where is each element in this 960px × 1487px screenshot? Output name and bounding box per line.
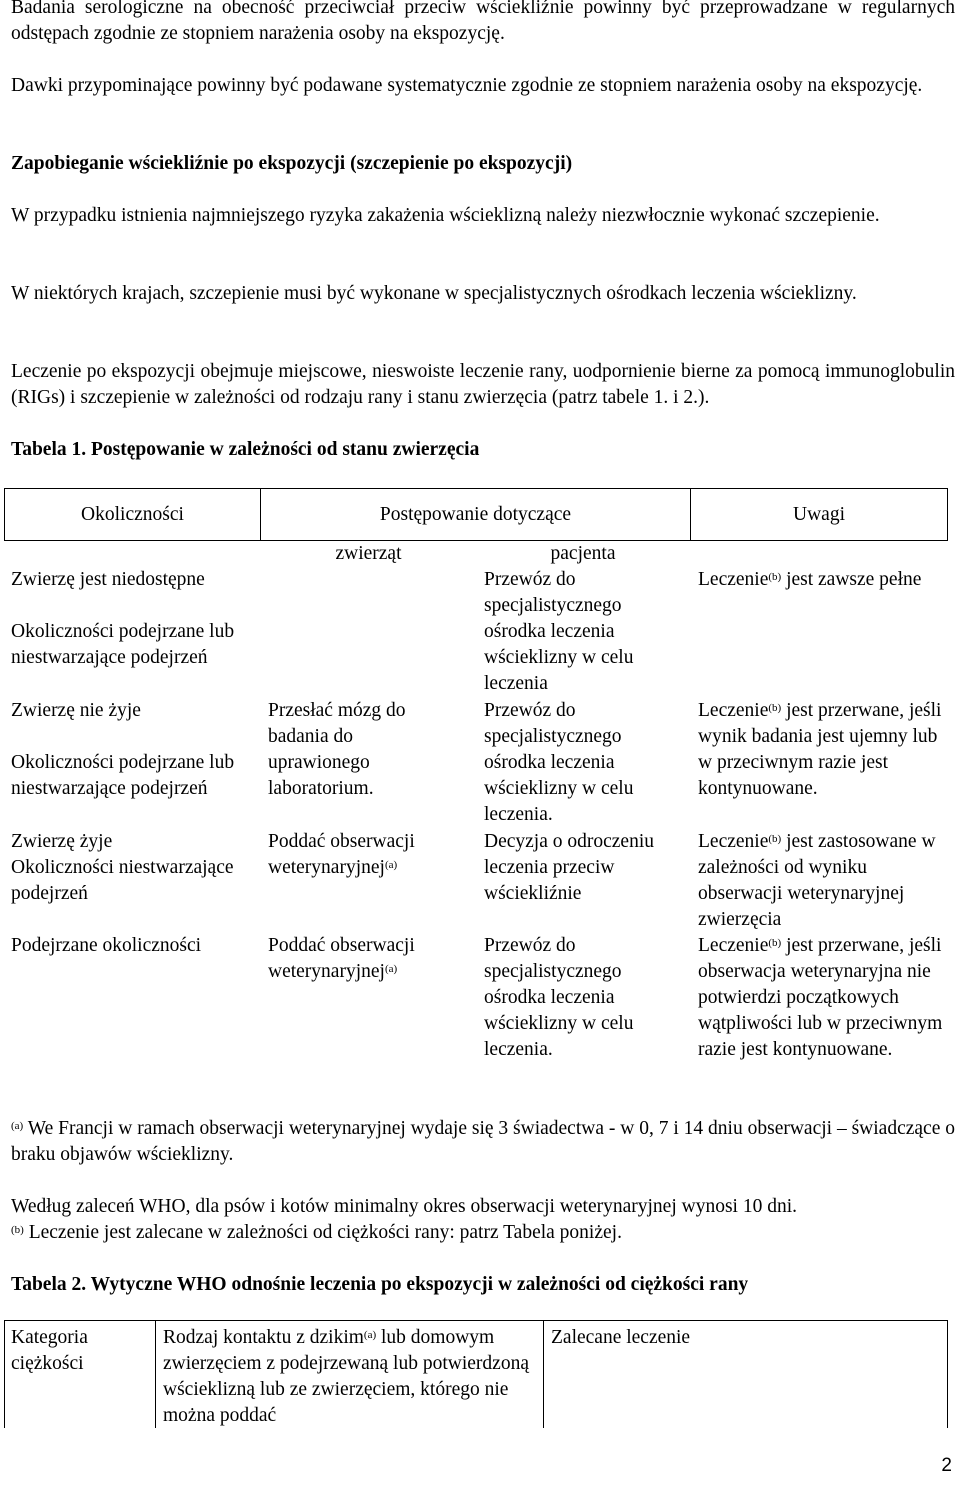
row3-circumstances [11,829,256,907]
row4-circ-line1: Podejrzane okoliczności [11,935,202,956]
row1-remark-text: jest zawsze pełne [781,569,922,590]
footnote-b-text: Leczenie jest zalecane w zależności od ciężkości rany: patrz Tabela poniżej. [23,1222,622,1243]
table1-border-right [947,488,948,541]
paragraph-risk: W przypadku istnienia najmniejszego ryzyka zakażenia wścieklizną należy niezwłocznie wykonać szczepienie. [11,205,880,226]
row3-remark-text: jest zastosowane w zależności od wyniku obserwacji weterynaryjnej zwierzęcia [698,831,936,930]
table2-header-category: Kategoria ciężkości [11,1327,88,1374]
row3-remark-sup: (b) [768,833,782,845]
table2-border-right [947,1320,948,1428]
header-circumstances: Okoliczności [81,504,184,525]
footnote-b-mark: (b) [11,1224,24,1236]
row4-patient: Przewóz do specjalistycznego ośrodka leczenia wścieklizny w celu leczenia. [484,935,634,1060]
paragraph-treatment: Leczenie po ekspozycji obejmuje miejscowe, nieswoiste leczenie rany, uodpornienie bierne za pomocą immunoglobulin (RIGs) i szczepienie w zależności od rodzaju rany i stanu zwierzęcia (patrz tabele 1. i 2.). [11,361,955,408]
row4-animal [268,933,458,985]
row2-circumstances [11,698,256,802]
row2-remark [698,698,948,802]
row2-remark-sup: (b) [768,702,782,714]
page-number: 2 [941,1455,952,1476]
row3-remark [698,829,948,933]
footnote-who: Według zaleceń WHO, dla psów i kotów minimalny okres obserwacji weterynaryjnej wynosi 10 dni. [11,1196,798,1217]
row4-remark-sup: (b) [768,937,782,949]
row4-animal-text: Poddać obserwacji weterynaryjnej [268,935,415,982]
row3-circ-line2: Okoliczności niestwarzające podejrzeń [11,857,234,904]
row2-animal: Przesłać mózg do badania do uprawionego laboratorium. [268,700,406,799]
row3-circ-line1: Zwierzę żyje [11,831,113,852]
paragraph-serology: Badania serologiczne na obecność przeciwciał przeciw wściekliźnie powinny być przeprowadzane w regularnych odstępach zgodnie ze stopniem narażenia osoby na ekspozycję. [11,0,955,44]
footnote-b [11,1220,955,1246]
row4-remark [698,933,948,1063]
header-animal: zwierząt [335,543,402,564]
row2-remark-prefix: Leczenie [698,700,769,721]
row2-circ-line2: Okoliczności podejrzane lub niestwarzające podejrzeń [11,752,235,799]
table2-col-divider-1 [155,1320,156,1428]
row3-animal-sup: (a) [384,859,398,871]
row3-animal-text: Poddać obserwacji weterynaryjnej [268,831,415,878]
row4-remark-text: jest przerwane, jeśli obserwacja weterynaryjna nie potwierdzi początkowych wątpliwości lub w przeciwnym razie jest kontynuowane. [698,935,943,1060]
table2-caption: Tabela 2. Wytyczne WHO odnośnie leczenia po ekspozycji w zależności od ciężkości rany [11,1274,749,1295]
row1-circ-line2: Okoliczności podejrzane lub niestwarzające podejrzeń [11,621,235,668]
table2-header-contact [163,1325,535,1429]
footnote-a [11,1116,955,1168]
row1-patient: Przewóz do specjalistycznego ośrodka leczenia wścieklizny w celu leczenia [484,569,634,694]
table2-contact-text: lub domowym zwierzęciem z podejrzewaną lub potwierdzoną wścieklizną lub ze zwierzęciem, którego nie można poddać [163,1327,529,1426]
row2-remark-text: jest przerwane, jeśli wynik badania jest ujemny lub w przeciwnym razie jest kontynuowane. [698,700,942,799]
row4-animal-sup: (a) [384,963,398,975]
row1-circ-line1: Zwierzę jest niedostępne [11,569,205,590]
row2-patient: Przewóz do specjalistycznego ośrodka leczenia wścieklizny w celu leczenia. [484,700,634,825]
row1-remark-sup: (b) [768,571,782,583]
table2-border-left [4,1320,5,1428]
table2-border-top [4,1320,948,1321]
section-heading: Zapobieganie wściekliźnie po ekspozycji (szczepienie po ekspozycji) [11,153,573,174]
row1-remark [698,567,948,593]
row1-remark-prefix: Leczenie [698,569,769,590]
row3-animal [268,829,458,881]
header-patient: pacjenta [550,543,616,564]
table2-contact-sup: (a) [363,1329,377,1341]
paragraph-centers: W niektórych krajach, szczepienie musi być wykonane w specjalistycznych ośrodkach leczenia wścieklizny. [11,283,857,304]
table2-header-treatment: Zalecane leczenie [551,1327,691,1348]
row4-remark-prefix: Leczenie [698,935,769,956]
row2-circ-line1: Zwierzę nie żyje [11,700,141,721]
row4-circumstances [11,933,256,959]
paragraph-booster-doses: Dawki przypominające powinny być podawane systematycznie zgodnie ze stopniem narażenia osoby na ekspozycję. [11,75,923,96]
footnote-a-text: We Francji w ramach obserwacji weterynaryjnej wydaje się 3 świadectwa - w 0, 7 i 14 dniu obserwacji – świadczące o braku objawów wścieklizny. [11,1118,955,1165]
header-remarks: Uwagi [793,504,845,525]
row3-patient: Decyzja o odroczeniu leczenia przeciw wściekliźnie [484,831,654,904]
table2-col-divider-2 [543,1320,544,1428]
table2-contact-prefix: Rodzaj kontaktu z dzikim [163,1327,364,1348]
table1-border-top [4,488,948,489]
row3-remark-prefix: Leczenie [698,831,769,852]
table1-caption: Tabela 1. Postępowanie w zależności od stanu zwierzęcia [11,439,480,460]
header-procedure: Postępowanie dotyczące [379,504,572,525]
row1-circumstances [11,567,256,671]
footnote-a-mark: (a) [11,1120,24,1132]
